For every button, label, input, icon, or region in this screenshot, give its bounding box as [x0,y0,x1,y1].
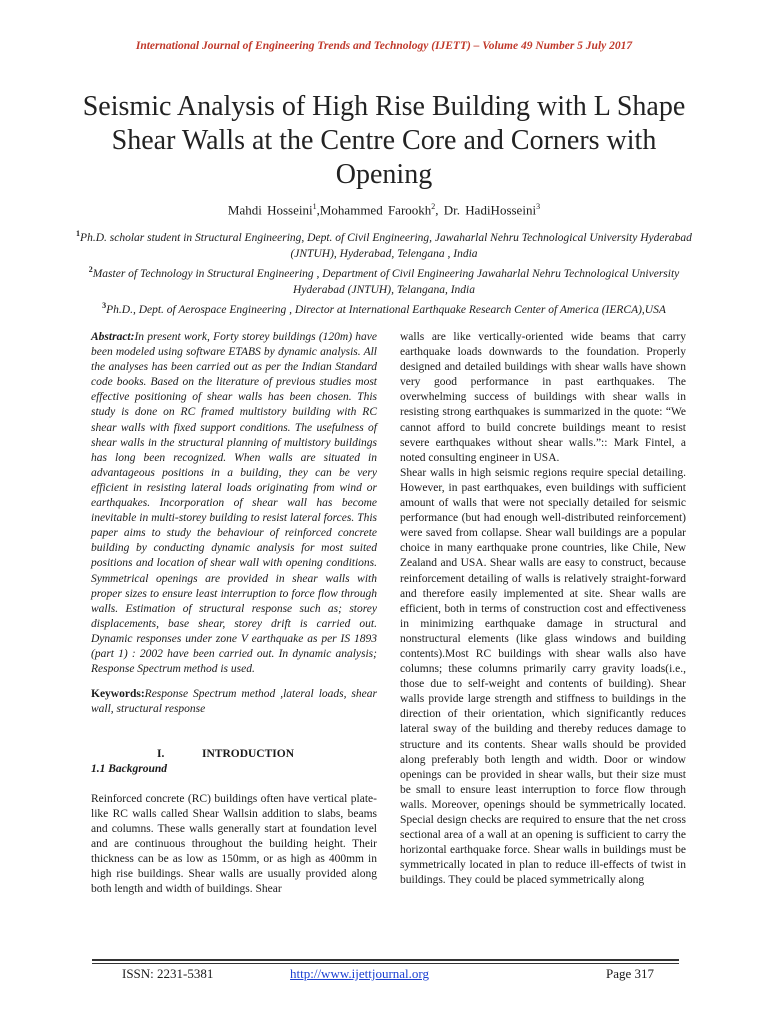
author-sep-1: , [316,202,320,218]
footer-issn: ISSN: 2231-5381 [122,966,214,981]
affiliations [70,226,698,317]
keywords [91,687,377,717]
author-3-sup: 3 [536,202,541,211]
right-paragraph-1: walls are like vertically-oriented wide beams that carry earthquake loads downwards to the foundation. Properly designed and detailed buildings with shear walls have shown very good performance in past earthquakes. The overwhelming success of buildings with shear walls in resisting strong earthquakes is summarized in the quote: “We cannot afford to build concrete buildings meant to resist severe earthquakes without shear walls.”:: Mark Fintel, a noted consulting engineer in USA. [400,331,686,464]
section-heading-introduction [91,747,377,762]
affiliation-1 [70,226,698,262]
abstract-text: In present work, Forty storey buildings (120m) have been modeled using software ETABS by dynamic analysis. All the analyses has been carried out as per the Indian Standard code books. Based on the literature of previous studies most effective positioning of shear walls has been chosen. This study is done on RC framed multistory building with RC shear walls with fixed support conditions. The usefulness of shear walls in the structural planning of multistory buildings has long been recognized. When walls are situated in advantageous positions in a building, they can be very efficient in resisting lateral loads originating from wind or earthquakes. Incorporation of shear wall has become inevitable in multi-storey building to resist lateral forces. This paper aims to study the behaviour of reinforced concrete building by conducting dynamic analysis for most suited positions and location of shear wall with opening conditions. Symmetrical openings are provided in shear walls with proper sizes to ensure least interruption to force flow through walls. Estimation of structural response such as; storey displacements, base shear, storey drift is carried out. Dynamic responses under zone V earthquake as per IS 1893 (part 1) : 2002 have been carried out. In dynamic analysis; Response Spectrum method is used. [91,331,377,676]
intro-paragraph-1: Reinforced concrete (RC) buildings often have vertical plate-like RC walls called Shear Wallsin addition to slabs, beams and columns. These walls generally start at foundation level and are continuous throughout the building height. Their thickness can be as low as 150mm, or as high as 400mm in high rise buildings. Shear walls are usually provided along both length and width of buildings. Shear [91,792,377,896]
journal-header: International Journal of Engineering Trends and Technology (IJETT) – Volume 49 Number 5 July 2017 [135,40,633,52]
affiliation-2-text: Master of Technology in Structural Engineering , Department of Civil Engineering Jawaharlal Nehru Technological University Hyderabad (JNTUH), Telangana, India [92,267,680,296]
footer-divider [92,959,679,961]
section-title: INTRODUCTION [202,748,295,761]
footer-page-number: Page 317 [606,966,655,981]
affiliation-3-text: Ph.D., Dept. of Aerospace Engineering , Director at International Earthquake Research Center of America (IERCA),USA [106,303,666,316]
left-column [91,330,377,897]
subsection-heading: 1.1 Background [91,763,168,776]
paper-title: Seismic Analysis of High Rise Building with L Shape Shear Walls at the Centre Core and Corners with Opening [82,91,686,190]
author-2-sup: 2 [431,202,436,211]
author-1: Mahdi Hosseini [227,202,313,218]
affiliation-1-sup: 1 [76,229,81,238]
author-1-sup: 1 [312,202,317,211]
affiliation-2-sup: 2 [88,264,93,274]
author-sep-2: , [435,202,439,218]
affiliation-2 [70,262,698,298]
right-column [400,330,686,888]
right-paragraph-2: Shear walls in high seismic regions require special detailing. However, in past earthquakes, even buildings with sufficient amount of walls that were not specially detailed for seismic performance (but had enough well-distributed reinforcement) were saved from collapse. Shear wall buildings are a popular choice in many earthquake prone countries, like Chile, New Zealand and USA. Shear walls are easy to construct, because reinforcement detailing of walls is relatively straight-forward and therefore easily implemented at site. Shear walls are efficient, both in terms of construction cost and effectiveness in minimizing earthquake damage in structural and nonstructural elements (like glass windows and building contents).Most RC buildings with shear walls also have columns; these columns primarily carry gravity loads(i.e., those due to self-weight and contents of building). Shear walls provide large strength and stiffness to buildings in the direction of their orientation, which significantly reduces lateral sway of the building and thereby reduces damage to structure and its contents. Shear walls should be provided along preferably both length and width. Door or window openings can be provided in shear walls, but their size must be small to ensure least interruption to force flow through walls. Moreover, openings should be symmetrically located. Special design checks are required to ensure that the net cross sectional area of a wall at an opening is sufficient to carry the horizontal earthquake force. Shear walls in buildings must be symmetrically located in plan to reduce ill-effects of twist in buildings. They could be placed symmetrically along [400,466,686,887]
author-2: Mohammed Farookh [319,202,432,218]
keywords-text: Response Spectrum method ,lateral loads, shear wall, structural response [91,688,377,716]
affiliation-1-text: Ph.D. scholar student in Structural Engineering, Dept. of Civil Engineering, Jawaharlal Nehru Technological University Hyderabad (JNTUH), Hyderabad, Telengana , India [80,231,692,260]
keywords-label: Keywords: [91,688,145,701]
section-number: I. [157,748,165,761]
affiliation-3-sup: 3 [102,300,107,310]
affiliation-3 [70,298,698,318]
author-3: Dr. HadiHosseini [443,202,537,218]
author-line [0,202,768,218]
abstract-label: Abstract: [91,331,135,343]
footer-divider-thin [92,963,679,964]
abstract [91,330,377,677]
footer-journal-link[interactable]: http://www.ijettjournal.org [290,966,430,981]
